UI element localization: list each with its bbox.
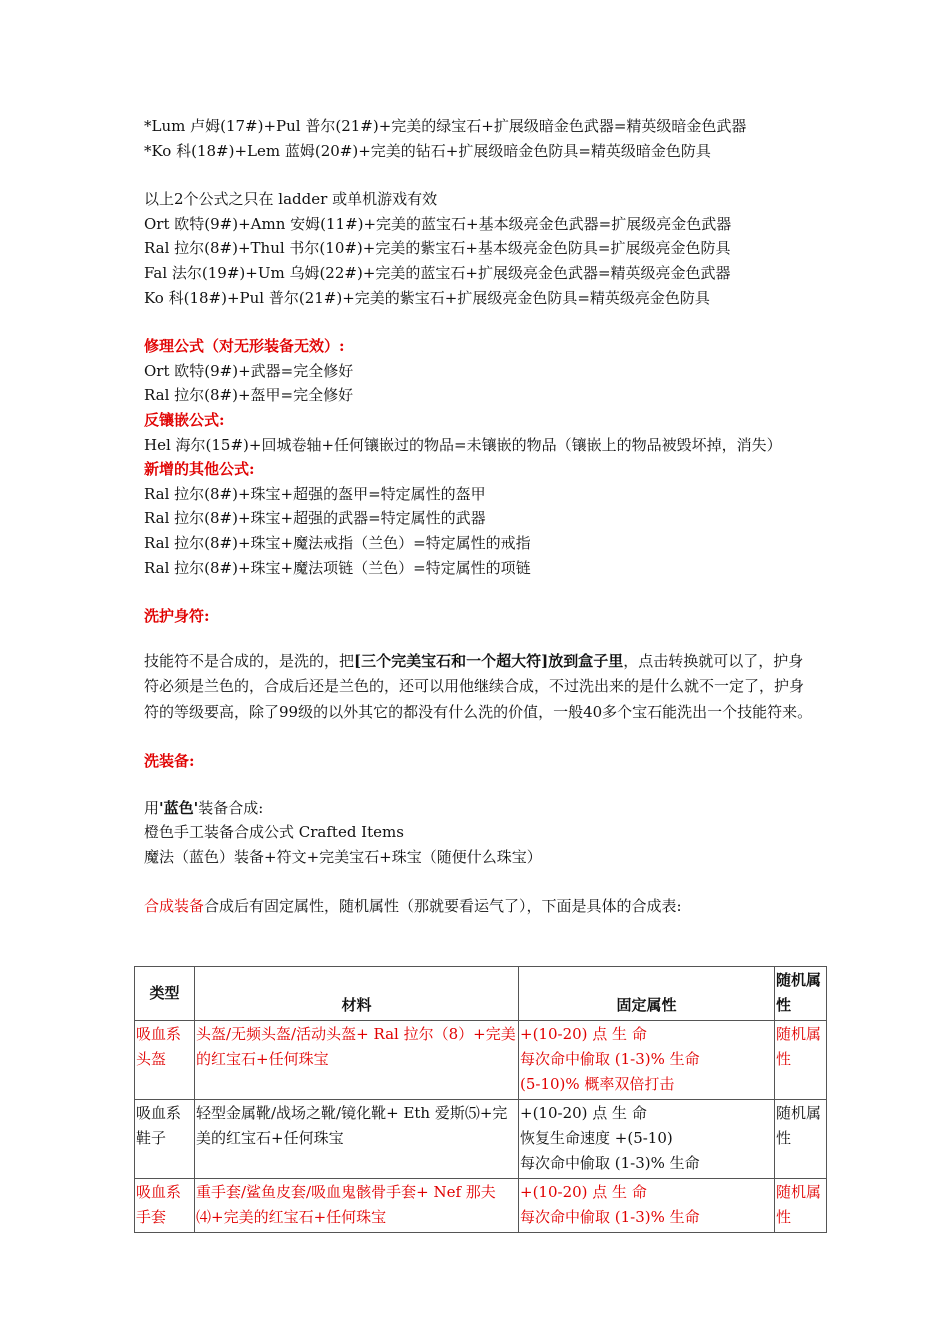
row-random: 随机属性 — [775, 1100, 827, 1179]
row-fixed: +(10-20) 点 生 命 每次命中偷取 (1-3)% 生命 — [519, 1179, 775, 1233]
formula-line: Ral 拉尔(8#)+珠宝+超强的盔甲=特定属性的盔甲 — [144, 484, 486, 503]
row-fixed: +(10-20) 点 生 命 每次命中偷取 (1-3)% 生命 (5-10)% 概率双倍打击 — [519, 1021, 775, 1100]
formula-line: Ko 科(18#)+Pul 普尔(21#)+完美的紫宝石+扩展级亮金色防具=精英级亮金色防具 — [144, 288, 710, 307]
formula-line: Ort 欧特(9#)+Amn 安姆(11#)+完美的蓝宝石+基本级亮金色武器=扩展级亮金色武器 — [144, 214, 732, 233]
equip-heading: 洗装备: — [144, 752, 195, 771]
table-row — [135, 1021, 827, 1100]
formula-line: Hel 海尔(15#)+回城卷轴+任何镶嵌过的物品=未镶嵌的物品（镶嵌上的物品被毁坏掉，消失） — [144, 435, 782, 454]
header-type: 类型 — [135, 967, 195, 1021]
row-material: 头盔/无频头盔/活动头盔+ Ral 拉尔（8）+完美的红宝石+任何珠宝 — [195, 1021, 519, 1100]
amulet-heading: 洗护身符: — [144, 607, 210, 626]
equip-line: 橙色手工装备合成公式 Crafted Items — [144, 823, 404, 842]
formula-line: Ort 欧特(9#)+武器=完全修好 — [144, 361, 354, 380]
formula-line: Ral 拉尔(8#)+珠宝+魔法项链（兰色）=特定属性的项链 — [144, 558, 531, 577]
header-material: 材料 — [195, 967, 519, 1021]
row-type: 吸血系手套 — [135, 1179, 195, 1233]
equip-line: 魔法（蓝色）装备+符文+完美宝石+珠宝（随便什么珠宝） — [144, 847, 542, 866]
row-material: 重手套/鲨鱼皮套/吸血鬼骸骨手套+ Nef 那夫⑷+完美的红宝石+任何珠宝 — [195, 1179, 519, 1233]
formula-line: Ral 拉尔(8#)+盔甲=完全修好 — [144, 386, 354, 405]
ladder-note: 以上2个公式之只在 ladder 或单机游戏有效 — [144, 190, 438, 209]
formula-line: Ral 拉尔(8#)+珠宝+超强的武器=特定属性的武器 — [144, 509, 486, 528]
other-heading: 新增的其他公式: — [144, 460, 255, 479]
table-row — [135, 1100, 827, 1179]
row-fixed: +(10-20) 点 生 命 恢复生命速度 +(5-10) 每次命中偷取 (1-3)% 生命 — [519, 1100, 775, 1179]
row-random: 随机属性 — [775, 1179, 827, 1233]
table-row — [135, 1179, 827, 1233]
row-type: 吸血系鞋子 — [135, 1100, 195, 1179]
repair-heading: 修理公式（对无形装备无效）: — [144, 337, 345, 356]
document-body — [144, 114, 824, 918]
formula-line: Ral 拉尔(8#)+珠宝+魔法戒指（兰色）=特定属性的戒指 — [144, 533, 531, 552]
table-header-row — [135, 967, 827, 1021]
header-random: 随机属性 — [775, 967, 827, 1021]
row-type: 吸血系头盔 — [135, 1021, 195, 1100]
formula-line: Fal 法尔(19#)+Um 乌姆(22#)+完美的蓝宝石+扩展级亮金色武器=精英级亮金色武器 — [144, 263, 731, 282]
equip-use-line: 用'蓝色'装备合成: — [144, 798, 264, 817]
formula-line: *Ko 科(18#)+Lem 蓝姆(20#)+完美的钻石+扩展级暗金色防具=精英级暗金色防具 — [144, 141, 711, 160]
crafting-table — [134, 966, 827, 1233]
header-fixed: 固定属性 — [519, 967, 775, 1021]
unsocket-heading: 反镶嵌公式: — [144, 410, 225, 429]
row-material: 轻型金属靴/战场之靴/镜化靴+ Eth 爱斯⑸+完美的红宝石+任何珠宝 — [195, 1100, 519, 1179]
table-intro: 合成装备合成后有固定属性，随机属性（那就要看运气了），下面是具体的合成表: — [144, 896, 682, 915]
row-random: 随机属性 — [775, 1021, 827, 1100]
formula-line: *Lum 卢姆(17#)+Pul 普尔(21#)+完美的绿宝石+扩展级暗金色武器=精英级暗金色武器 — [144, 117, 747, 135]
amulet-paragraph: 技能符不是合成的，是洗的，把[三个完美宝石和一个超大符]放到盒子里，点击转换就可以了，护身符必须是兰色的，合成后还是兰色的，还可以用他继续合成，不过洗出来的是什么就不一定了，护身符的等级要高，除了99级的以外其它的都没有什么洗的价值，一般40多个宝石能洗出一个技能符来。 — [144, 651, 813, 721]
formula-line: Ral 拉尔(8#)+Thul 书尔(10#)+完美的紫宝石+基本级亮金色防具=扩展级亮金色防具 — [144, 239, 731, 258]
